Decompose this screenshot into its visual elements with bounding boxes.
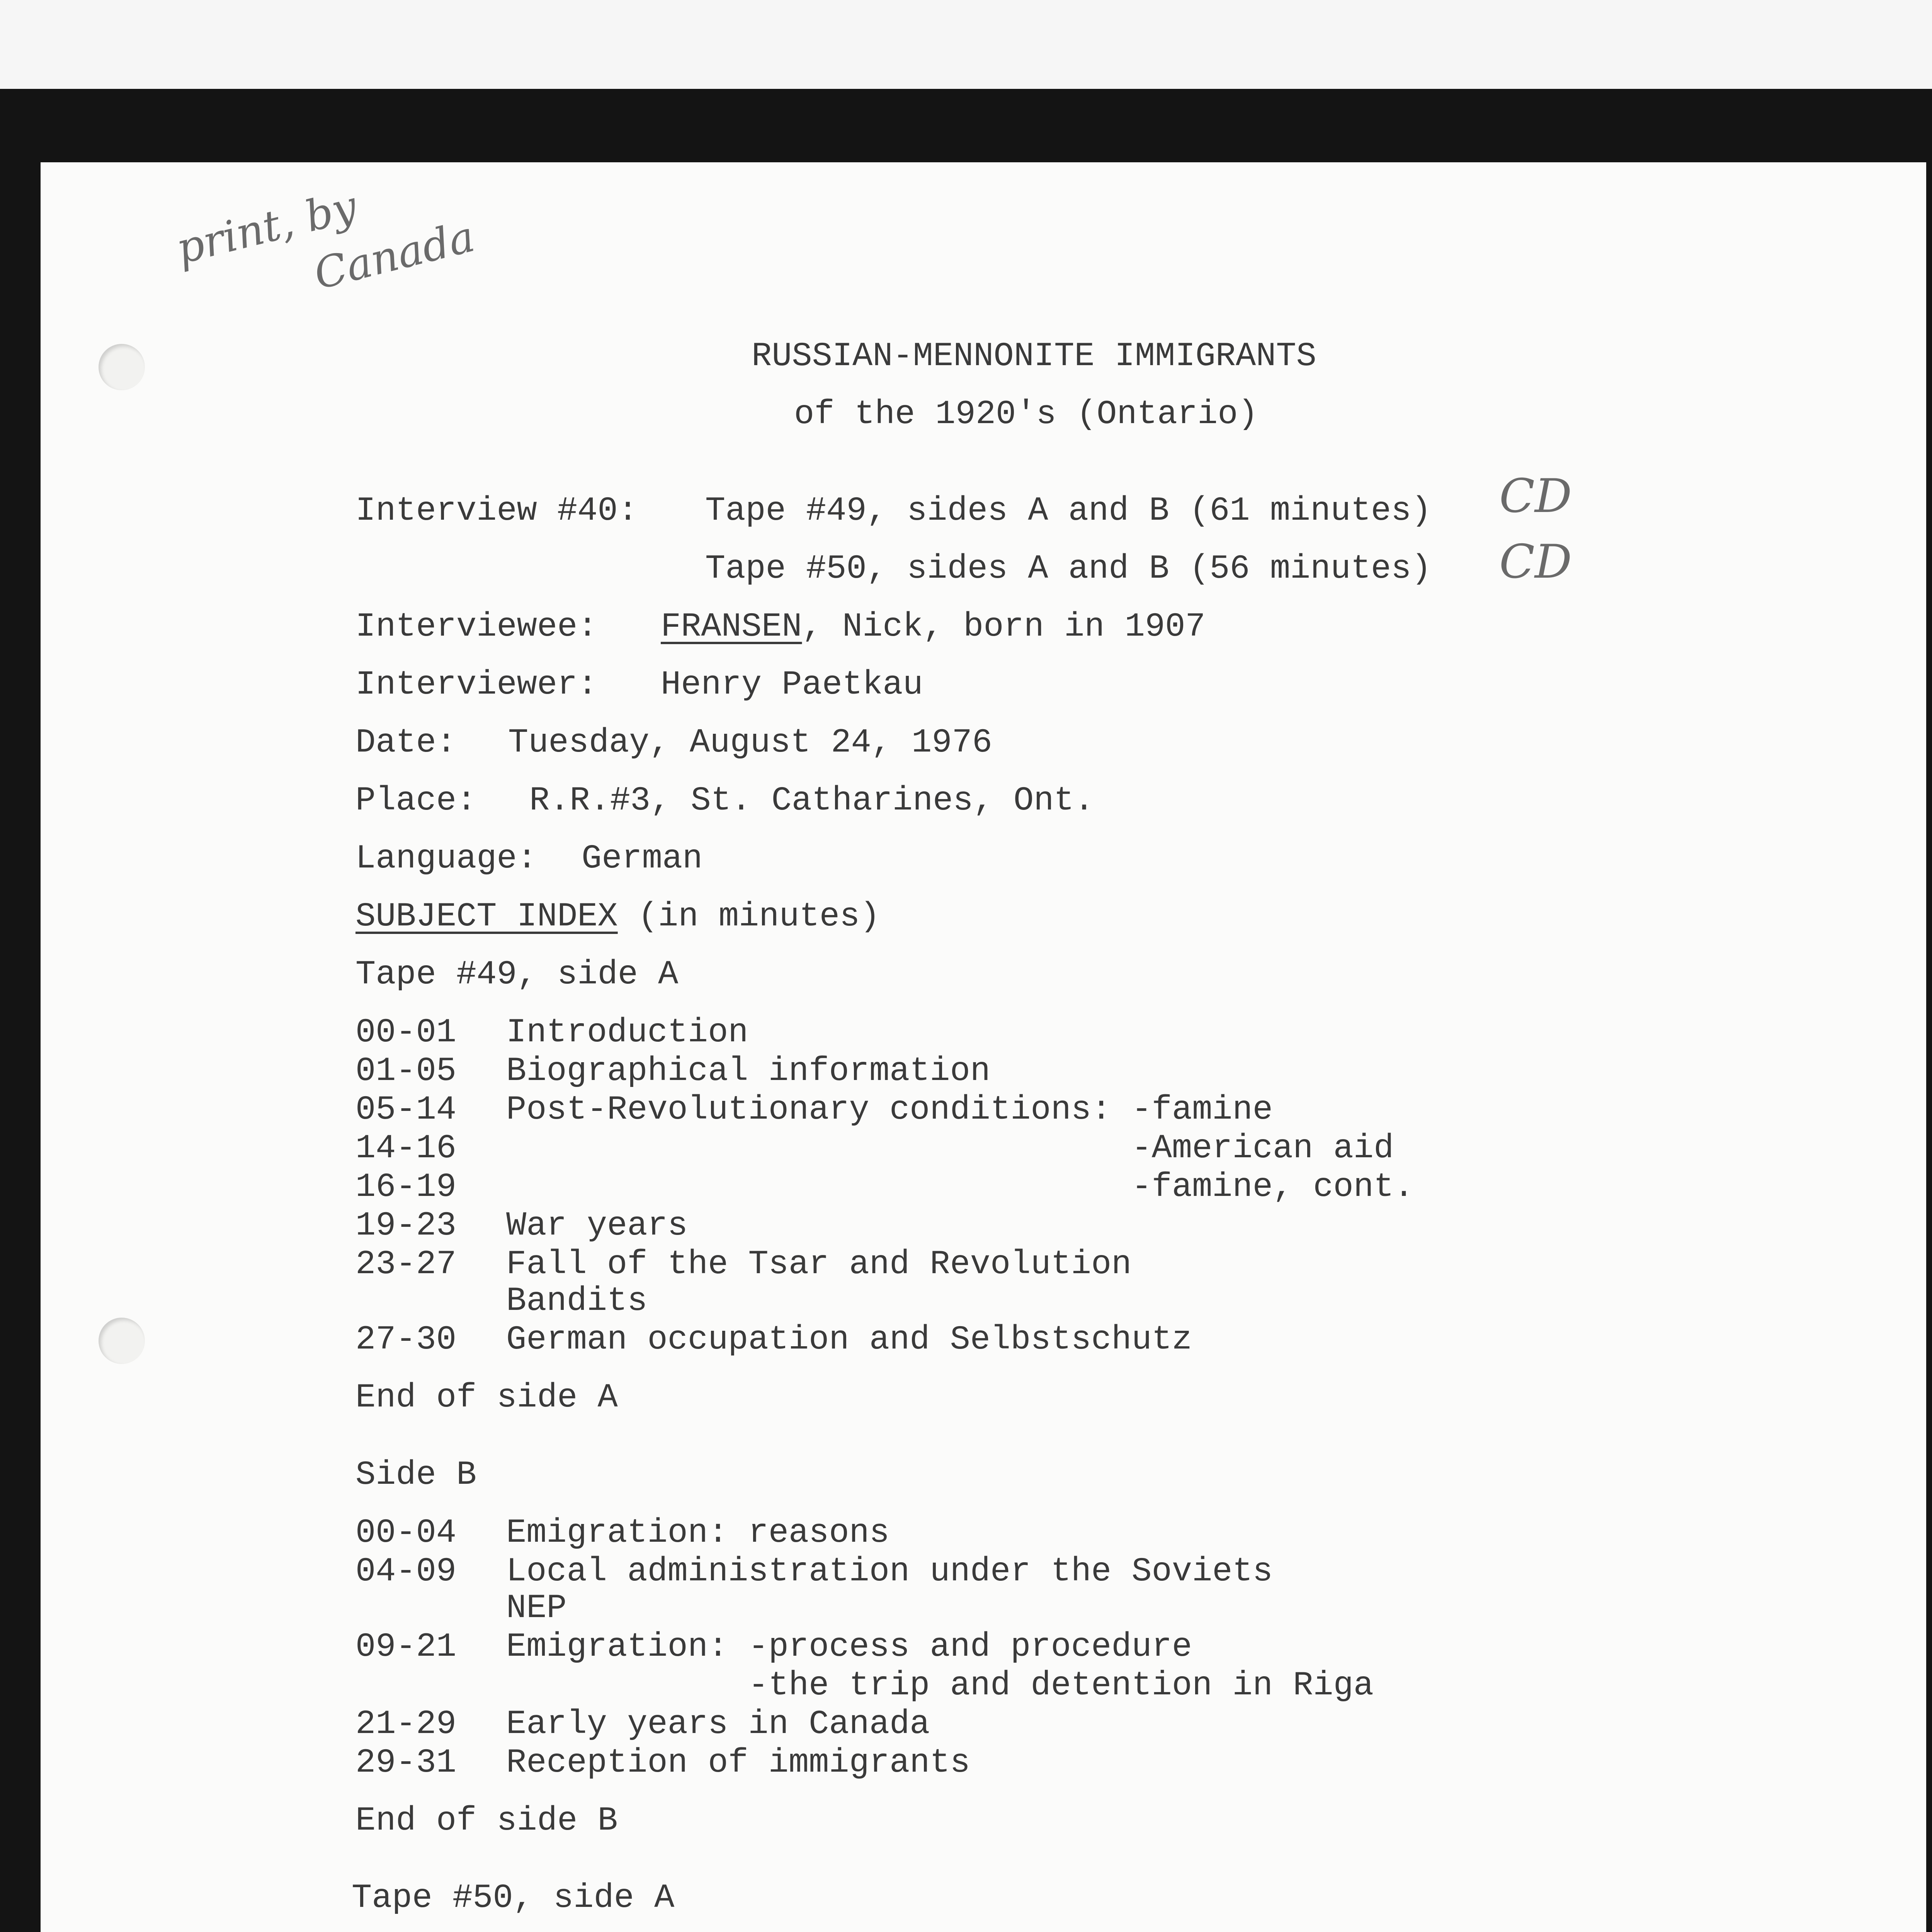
interviewer-value: Henry Paetkau xyxy=(661,666,923,704)
date-label: Date: xyxy=(355,724,457,762)
entry-time: 27-30 xyxy=(355,1321,457,1359)
place-value: R.R.#3, St. Catharines, Ont. xyxy=(529,782,1094,820)
entry-text: Early years in Canada xyxy=(506,1706,930,1743)
entry-text: Bandits xyxy=(506,1282,648,1320)
interview-label: Interview #40: xyxy=(355,492,638,530)
entry-time: 21-29 xyxy=(355,1706,457,1743)
entry-text: Emigration: -process and procedure xyxy=(506,1628,1192,1666)
scan-top-strip xyxy=(0,0,1932,89)
entry-time: 14-16 xyxy=(355,1130,457,1168)
interviewee-details: , Nick, born in 1907 xyxy=(802,608,1206,646)
entry-text: Emigration: reasons xyxy=(506,1514,889,1552)
punch-hole xyxy=(99,344,145,390)
tape-49-info: Tape #49, sides A and B (61 minutes) xyxy=(705,492,1432,530)
document-title: RUSSIAN-MENNONITE IMMIGRANTS xyxy=(752,338,1316,376)
handwritten-note-line1: print, by xyxy=(171,181,362,274)
subject-index-suffix: (in minutes) xyxy=(617,898,880,936)
interviewee-label: Interviewee: xyxy=(355,608,598,646)
date-value: Tuesday, August 24, 1976 xyxy=(508,724,993,762)
entry-text: -the trip and detention in Riga xyxy=(506,1667,1374,1705)
entry-time: 19-23 xyxy=(355,1207,457,1245)
document-subtitle: of the 1920's (Ontario) xyxy=(794,396,1258,434)
entry-time: 09-21 xyxy=(355,1628,457,1666)
section-footer: End of side A xyxy=(355,1379,618,1417)
punch-hole xyxy=(99,1318,145,1364)
section-heading: Side B xyxy=(355,1456,477,1494)
entry-text: Fall of the Tsar and Revolution xyxy=(506,1246,1132,1284)
section-heading: Tape #49, side A xyxy=(355,956,679,994)
entry-text: German occupation and Selbstschutz xyxy=(506,1321,1192,1359)
entry-time: 00-04 xyxy=(355,1514,457,1552)
entry-time: 29-31 xyxy=(355,1744,457,1782)
entry-text: Biographical information xyxy=(506,1053,991,1090)
entry-time: 05-14 xyxy=(355,1091,457,1129)
interviewee-surname: FRANSEN xyxy=(661,608,802,646)
entry-text: Post-Revolutionary conditions: -famine xyxy=(506,1091,1273,1129)
entry-text: War years xyxy=(506,1207,688,1245)
entry-time: 04-09 xyxy=(355,1553,457,1591)
section-footer: End of side B xyxy=(355,1802,618,1840)
entry-text: -American aid xyxy=(506,1130,1394,1168)
section-heading: Tape #50, side A xyxy=(352,1879,675,1917)
entry-time: 00-01 xyxy=(355,1014,457,1052)
subject-index-heading xyxy=(355,900,880,934)
tape-50-info: Tape #50, sides A and B (56 minutes) xyxy=(705,550,1432,588)
place-label: Place: xyxy=(355,782,477,820)
cd-mark: CD xyxy=(1499,469,1572,523)
entry-text: NEP xyxy=(506,1590,567,1628)
entry-text: Local administration under the Soviets xyxy=(506,1553,1273,1591)
language-value: German xyxy=(582,840,703,878)
entry-text: Reception of immigrants xyxy=(506,1744,970,1782)
entry-text: Introduction xyxy=(506,1014,748,1052)
cd-mark: CD xyxy=(1499,535,1572,589)
subject-index-label: SUBJECT INDEX xyxy=(355,898,618,936)
entry-time: 01-05 xyxy=(355,1053,457,1090)
entry-text: -famine, cont. xyxy=(506,1168,1414,1206)
handwritten-note-line2: Canada xyxy=(309,211,480,299)
interviewee-value xyxy=(661,608,1206,646)
interviewer-label: Interviewer: xyxy=(355,666,598,704)
entry-time: 16-19 xyxy=(355,1168,457,1206)
entry-time: 23-27 xyxy=(355,1246,457,1284)
language-label: Language: xyxy=(355,840,537,878)
